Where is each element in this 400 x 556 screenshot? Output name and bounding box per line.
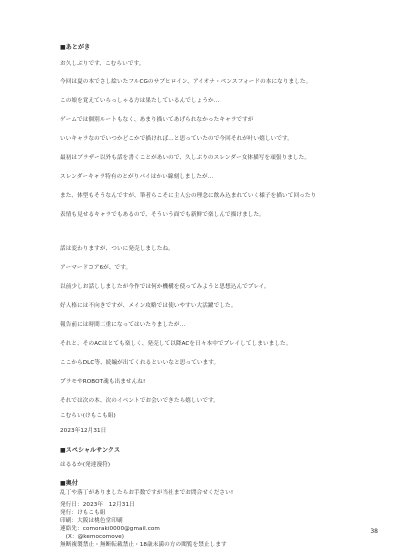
colophon-issue-date: 発行日：2023年 12月31日 (60, 502, 135, 508)
thanks-heading: ■スペシャルサンクス (60, 447, 121, 454)
afterword-line-3: この娘を覚えていらっしゃる方は果たしているんでしょうか… (60, 98, 220, 104)
afterword-line-5: いいキャラなのでいつかどこかで描ければ…と思っていたので今回それが叶い嬉しいです。 (60, 136, 293, 142)
afterword-line-16: ここからDLC等、続編が出てくれるといいなと思っています。 (60, 360, 220, 366)
afterword-line-9: 表情も見せるキャラでもあるので、そういう面でも新鮮で楽しんで描けました。 (60, 212, 265, 218)
afterword-line-14: 報告前には時間二重になってはいたりましたが… (60, 322, 186, 328)
afterword-author: こむらい(けもこも組) (60, 413, 116, 419)
afterword-line-8: また、体型もそうなんですが、筆者らこそに主人公の理念に飲み込まれていく様子を描いて回ったり (60, 193, 317, 199)
colophon-contact: 連絡先：comoraki0000@gmail.com (60, 526, 160, 532)
afterword-line-10: 話は変わりますが、ついに発売しましたね。 (60, 246, 174, 252)
afterword-line-1: お久しぶりです、こむらいです。 (60, 61, 145, 67)
afterword-line-15: それと、そのACはとても楽しく、発売して以降ACを日々本中でプレイしてしまいました。 (60, 341, 292, 347)
afterword-line-12: 以前少しお話ししましたが今作では何か機構を使ってみようと思想込んでプレイ。 (60, 284, 270, 290)
colophon-publisher: 発行：けもこも組 (60, 510, 106, 516)
afterword-line-7: スレンダーキャラ特有のとがりパイはかい線刻しましたが… (60, 174, 214, 180)
afterword-closing: それでは次の本、次のイベントでお会いできたら嬉しいです。 (60, 398, 219, 404)
colophon-printer: 印刷：大阪は桃色堂印刷 (60, 518, 123, 524)
afterword-line-4: ゲームでは個別ルートもなく、あまり描いてあげられなかったキャラですが (60, 117, 254, 123)
page-number: 38 (370, 528, 378, 535)
afterword-line-11: アーマードコア6が、です。 (60, 265, 132, 271)
afterword-line-17: プラモやROBOT魂も出ませんね! (60, 379, 146, 385)
colophon-heading: ■奥付 (60, 480, 78, 487)
afterword-line-6: 最初はブラザー以外も話を書くことがあいので、久しぶりのスレンダー女体描写を頑張りました。 (60, 155, 311, 161)
afterword-line-2: 今回は夏の本でさし絵いたフルCGのサブヒロイン、アイオナ・ペンスフォードの本になりました。 (60, 79, 312, 85)
colophon-note: 乱丁や落丁がありましたらお手数ですが当社までお問合せください! (60, 490, 234, 496)
afterword-line-13: 好人格には不向きですが、メイン攻略では使いやすい大活躍でした。 (60, 303, 237, 309)
afterword-date: 2023年12月31日 (60, 428, 107, 434)
colophon-x-account: (X：@kemocomove) (60, 534, 125, 540)
thanks-names: はるるか(発達漫符) (60, 462, 111, 468)
colophon-warning: 無断複製禁止・無断転載禁止・18歳未満の方の閲覧を禁止します (60, 542, 227, 548)
afterword-heading: ■あとがき (60, 44, 91, 51)
